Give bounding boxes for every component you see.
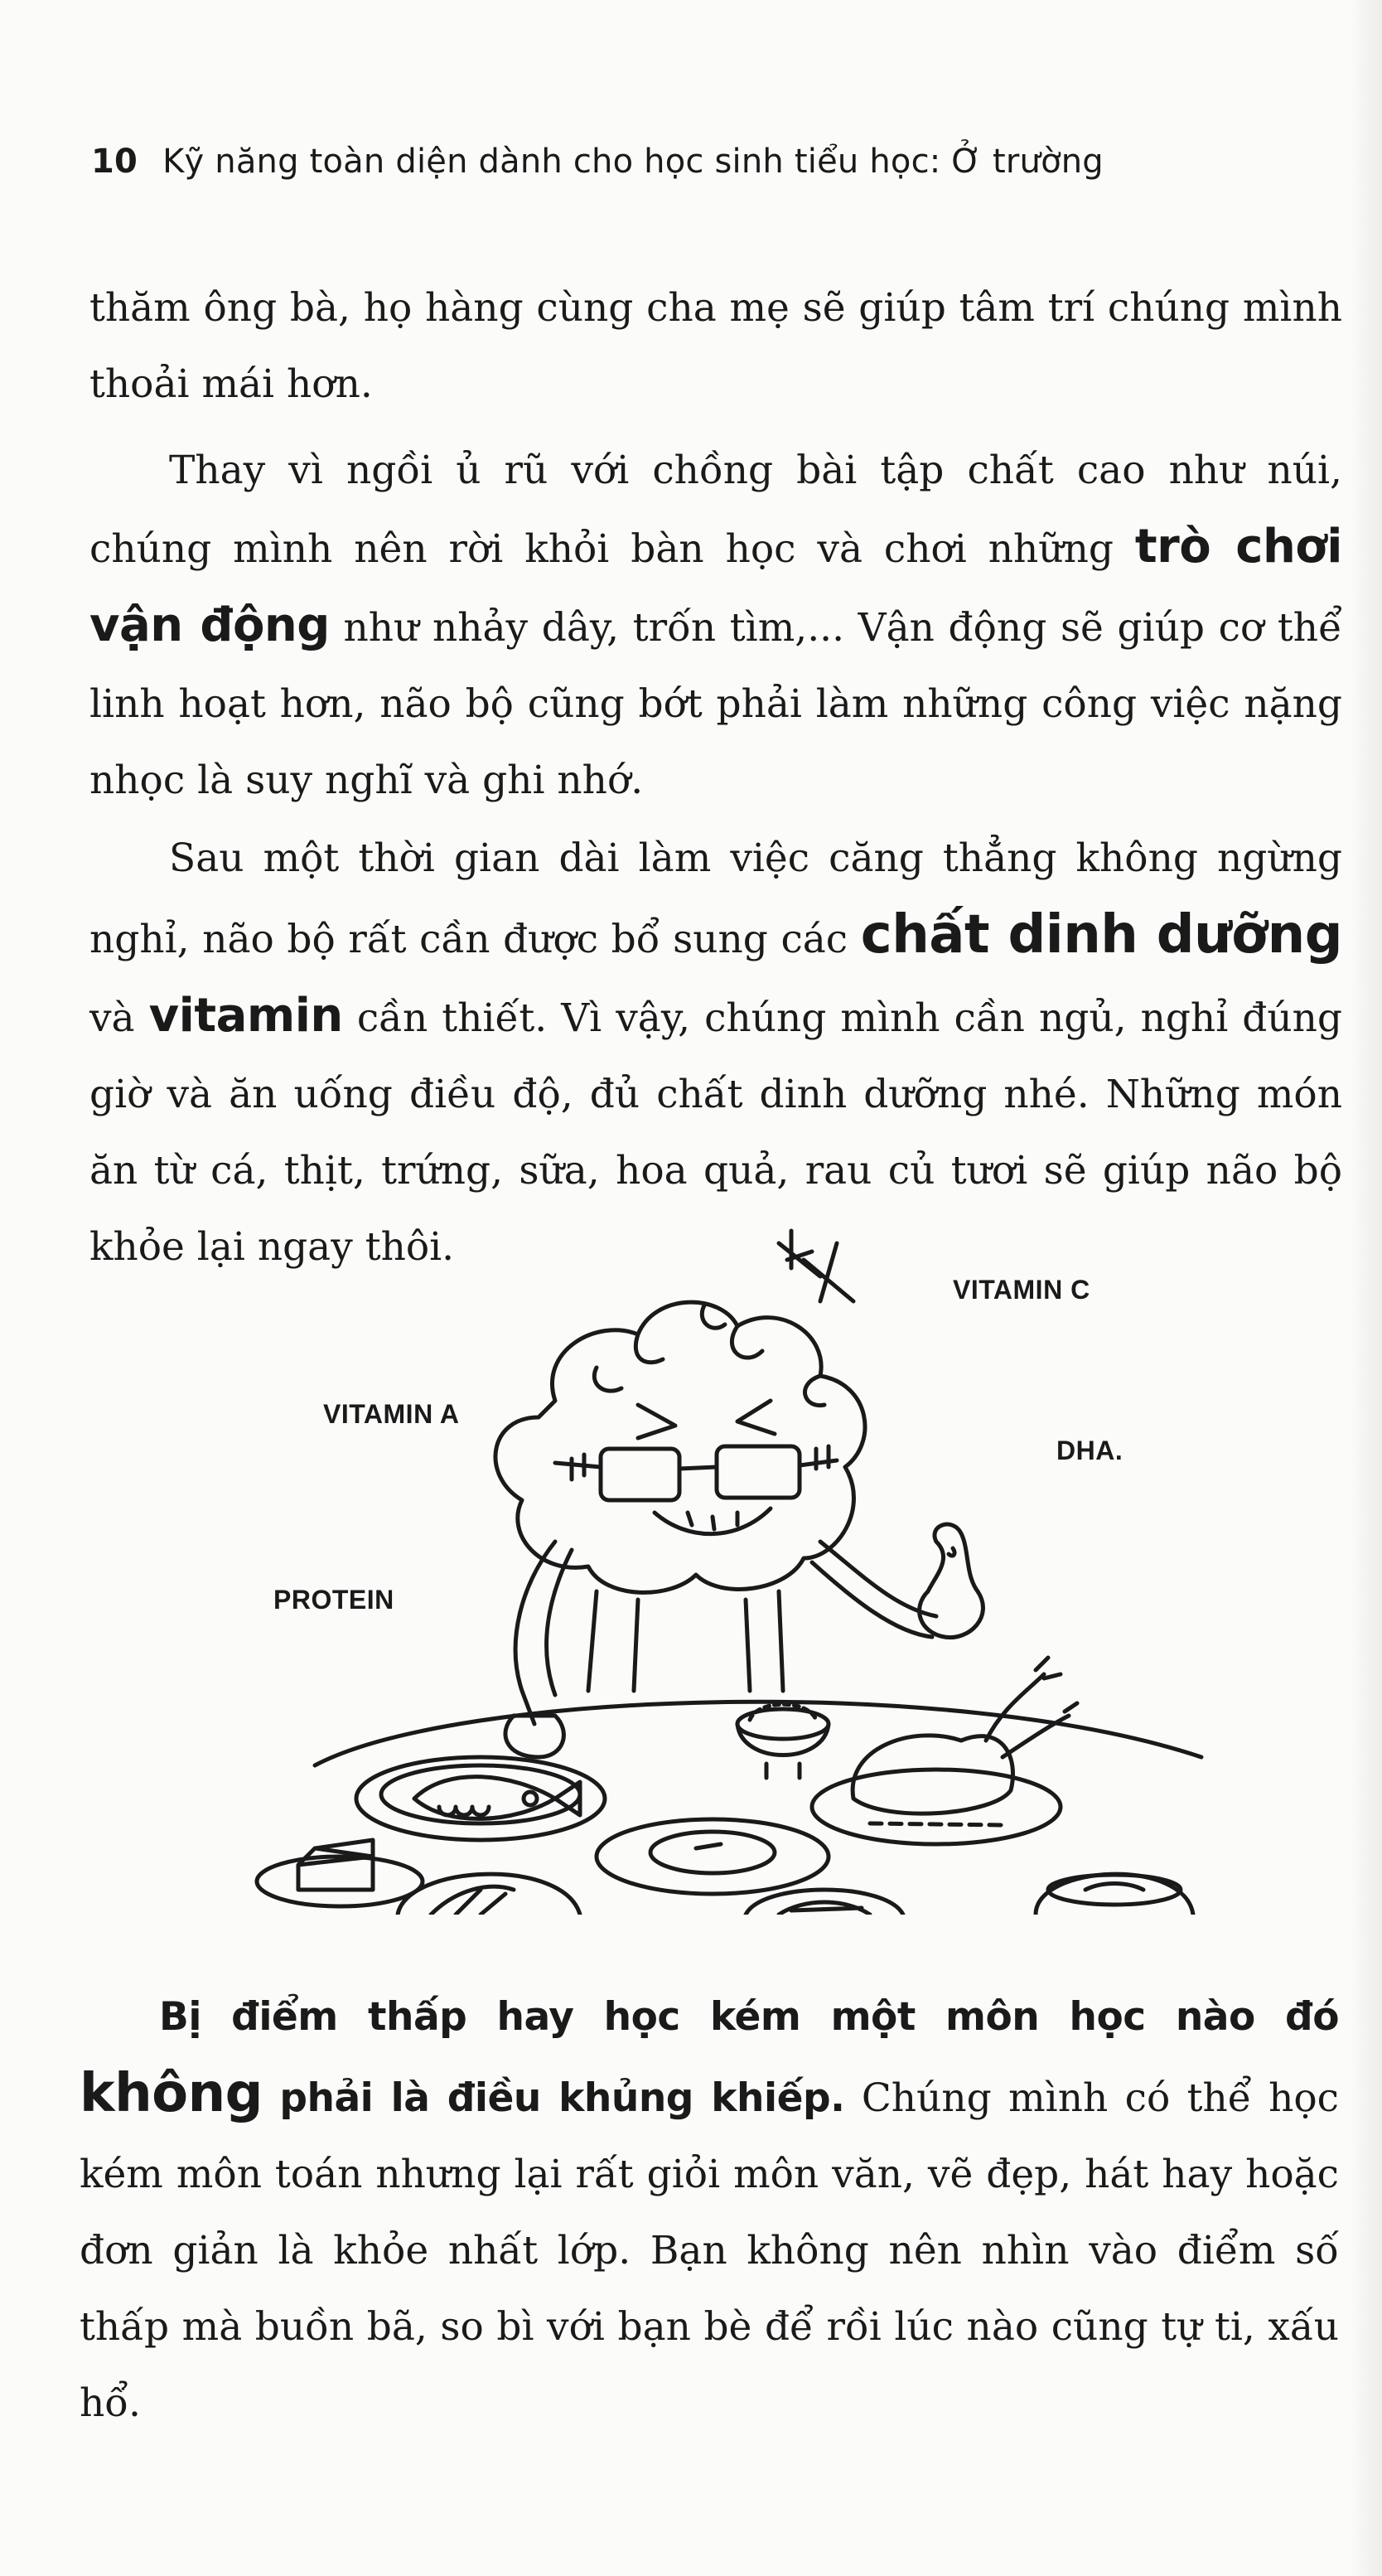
label-vitamin-c: VITAMIN C: [953, 1275, 1090, 1305]
page-edge-shadow: [1349, 0, 1382, 2576]
chicken-plate: [812, 1770, 1061, 1844]
paragraph-1: [89, 270, 1342, 423]
highlight-active-games: trò chơi vận động: [89, 520, 1342, 652]
highlight-vitamin: vitamin: [148, 989, 343, 1043]
label-vitamin-a: VITAMIN A: [323, 1399, 460, 1429]
paragraph-4: [80, 1979, 1339, 2442]
highlight-low-grades: Bị điểm thấp hay học kém một môn học nào đó: [159, 1994, 1339, 2040]
running-header: [91, 143, 1104, 181]
paragraph-4-after: Chúng mình có thể học kém môn toán nhưng lại rất giỏi môn văn, vẽ đẹp, hát hay hoặc đơn giản là khỏe nhất lớp. Bạn không nên nhìn vào điểm số thấp mà buồn bã, so bì với bạn bè để rồi lúc nào cũng tự ti, xấu hổ.: [80, 2075, 1339, 2426]
glasses-left: [601, 1449, 679, 1500]
right-eye: [737, 1401, 775, 1434]
paragraph-2-after: như nhảy dây, trốn tìm,... Vận động sẽ giúp cơ thể linh hoạt hơn, não bộ cũng bớt phải làm những công việc nặng nhọc là suy nghĩ và ghi nhớ.: [89, 605, 1342, 803]
highlight-nutrients: chất dinh dưỡng: [860, 904, 1343, 966]
paragraph-3: [89, 821, 1342, 1286]
label-protein: PROTEIN: [273, 1585, 394, 1615]
cake-slice: [298, 1840, 373, 1890]
stress-mark: [779, 1231, 853, 1301]
book-title: Kỹ năng toàn diện dành cho học sinh tiểu học: Ở trường: [162, 143, 1104, 181]
highlight-not-terrible: phải là điều khủng khiếp.: [279, 2075, 845, 2121]
left-arm: [515, 1542, 555, 1724]
paragraph-3-middle: và: [89, 995, 135, 1041]
thumbs-up-hand: [920, 1524, 983, 1637]
cake-plate: [257, 1857, 423, 1906]
paragraph-3-after: cần thiết. Vì vậy, chúng mình cần ngủ, nghỉ đúng giờ và ăn uống điều độ, đủ chất dinh dưỡng nhé. Những món ăn từ cá, thịt, trứng, sữa, hoa quả, rau củ tươi sẽ giúp não bộ khỏe lại ngay thôi.: [89, 995, 1342, 1270]
fish-plate: [356, 1757, 605, 1840]
left-eye: [638, 1405, 675, 1438]
highlight-not: không: [80, 2063, 263, 2124]
glasses-right: [717, 1446, 800, 1498]
brain-illustration-drawing: [207, 1227, 1218, 1915]
rice-bowl: [737, 1709, 829, 1739]
paragraph-1-text: thăm ông bà, họ hàng cùng cha mẹ sẽ giúp tâm trí chúng mình thoải mái hơn.: [89, 285, 1342, 407]
paragraph-3-before: Sau một thời gian dài làm việc căng thẳng không ngừng nghỉ, não bộ rất cần được bổ sung các: [89, 835, 1342, 962]
paragraph-2: [89, 433, 1342, 819]
page-number: 10: [91, 143, 138, 181]
label-dha: DHA.: [1056, 1436, 1123, 1465]
brain-eating-illustration: [207, 1227, 1218, 1915]
paragraph-2-before: Thay vì ngồi ủ rũ với chồng bài tập chất cao như núi, chúng mình nên rời khỏi bàn học và chơi những: [89, 448, 1342, 572]
